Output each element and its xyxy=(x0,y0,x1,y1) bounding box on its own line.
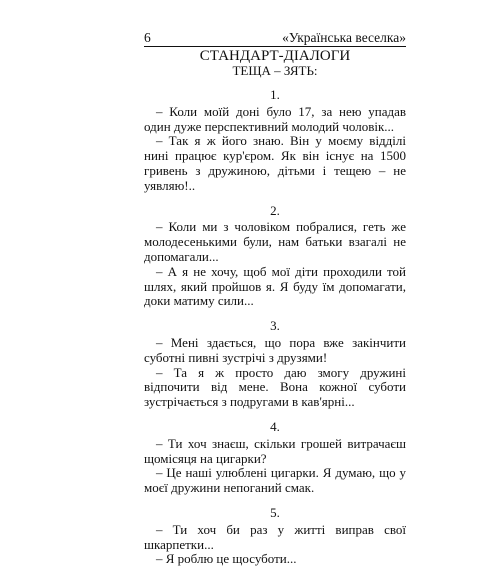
dialogue-line: – Та я ж просто даю змогу дружині відпочити від мене. Вона кожної суботи зустрічається з подругами в кав'ярні... xyxy=(144,364,406,410)
page-content xyxy=(144,48,406,567)
section-number: 1. xyxy=(270,87,280,102)
section-number: 5. xyxy=(270,504,280,520)
dialogue-section xyxy=(144,506,406,567)
dialogue-line: – Так я ж його знаю. Він у моєму відділі нині працює кур'єром. Як він існує на 1500 гривень з дружиною, дітьми і тещею – не уявляю!.. xyxy=(144,133,406,193)
dialogue-section xyxy=(144,88,406,194)
page-title: СТАНДАРТ-ДІАЛОГИ xyxy=(199,48,351,64)
dialogue-line: – Ти хоч би раз у житті виправ свої шкарпетки... xyxy=(144,521,406,552)
section-number: 3. xyxy=(270,318,280,334)
dialogue-section xyxy=(144,420,406,496)
dialogue-line: – Це наші улюблені цигарки. Я думаю, що у моєї дружини непоганий смак. xyxy=(144,465,406,496)
page-number: 6 xyxy=(144,30,151,45)
section-number: 4. xyxy=(270,418,280,434)
page-subtitle: ТЕЩА – ЗЯТЬ: xyxy=(232,63,318,78)
header-rule xyxy=(144,46,406,47)
dialogue-line: – Я роблю це щосуботи... xyxy=(156,551,297,567)
dialogue-line: – А я не хочу, щоб мої діти проходили той шлях, який пройшов я. Я буду їм допомагати, доки матиму сили... xyxy=(144,263,406,309)
dialogue-line: – Коли моїй доні було 17, за нею упадав один дуже перспективний молодий чоловік... xyxy=(144,103,406,134)
dialogue-line: – Ти хоч знаєш, скільки грошей витрачаєш щомісяця на цигарки? xyxy=(144,435,406,466)
dialogue-line: – Мені здається, що пора вже закінчити суботні пивні зустрічі з друзями! xyxy=(144,334,406,365)
dialogue-section xyxy=(144,319,406,410)
dialogue-section xyxy=(144,204,406,310)
running-title: «Українська веселка» xyxy=(282,30,406,45)
section-number: 2. xyxy=(270,202,280,218)
dialogue-line: – Коли ми з чоловіком побралися, геть же молодесенькими були, нам батьки взагалі не допомагали... xyxy=(144,219,406,264)
